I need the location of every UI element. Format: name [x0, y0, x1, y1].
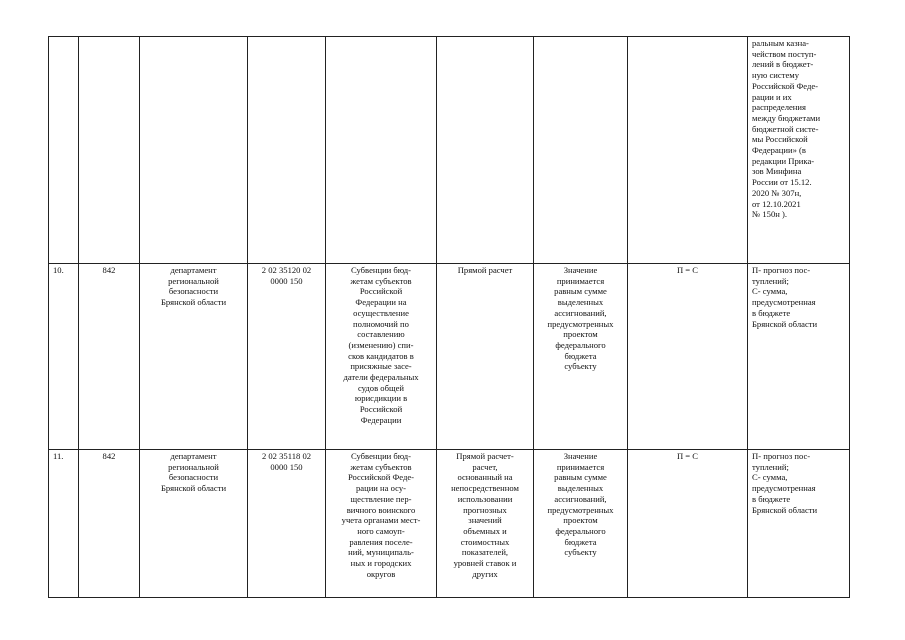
cell-revenue-name: Субвенции бюд- жетам субъектов Российской Феде- рации на осу- ществление пер- вичного воинского учета органами мест- ного самоуп- равления поселе- ний, муниципаль- ных и городских округов [326, 450, 437, 598]
revenue-forecast-table [48, 36, 850, 598]
table-row [49, 264, 850, 450]
cell-admin-code [79, 37, 140, 264]
cell-department: департамент региональной безопасности Брянской области [140, 264, 248, 450]
cell-revenue-name [326, 37, 437, 264]
cell-formula: П = С [628, 264, 748, 450]
cell-forecast-method [437, 37, 534, 264]
cell-method-description [534, 37, 628, 264]
table-row [49, 37, 850, 264]
cell-admin-code: 842 [79, 264, 140, 450]
cell-row-number: 11. [49, 450, 79, 598]
cell-formula: П = С [628, 450, 748, 598]
cell-method-description: Значение принимается равным сумме выделенных ассигнований, предусмотренных проектом федерального бюджета субъекту [534, 450, 628, 598]
cell-budget-code: 2 02 35118 02 0000 150 [248, 450, 326, 598]
cell-admin-code: 842 [79, 450, 140, 598]
cell-note: П- прогноз пос- туплений; С- сумма, предусмотренная в бюджете Брянской области [748, 450, 850, 598]
cell-forecast-method: Прямой расчет [437, 264, 534, 450]
cell-revenue-name: Субвенции бюд- жетам субъектов Российской Федерации на осуществление полномочий по составлению (изменению) спи- сков кандидатов в присяжные засе- датели федеральных судов общей юрисдикции в Российской Федерации [326, 264, 437, 450]
cell-budget-code [248, 37, 326, 264]
cell-department: департамент региональной безопасности Брянской области [140, 450, 248, 598]
cell-method-description: Значение принимается равным сумме выделенных ассигнований, предусмотренных проектом федерального бюджета субъекту [534, 264, 628, 450]
cell-budget-code: 2 02 35120 02 0000 150 [248, 264, 326, 450]
cell-forecast-method: Прямой расчет- расчет, основанный на непосредственном использовании прогнозных значений объемных и стоимостных показателей, уровней ставок и других [437, 450, 534, 598]
cell-note: П- прогноз пос- туплений; С- сумма, предусмотренная в бюджете Брянской области [748, 264, 850, 450]
cell-row-number [49, 37, 79, 264]
table-row [49, 450, 850, 598]
cell-department [140, 37, 248, 264]
cell-note: ральным казна- чейством поступ- лений в бюджет- ную систему Российской Феде- рации и их распределения между бюджетами бюджетной систе- мы Российской Федерации» (в редакции Прика- зов Минфина России от 15.12. 2020 № 307н, от 12.10.2021 № 150н ). [748, 37, 850, 264]
cell-formula [628, 37, 748, 264]
cell-row-number: 10. [49, 264, 79, 450]
